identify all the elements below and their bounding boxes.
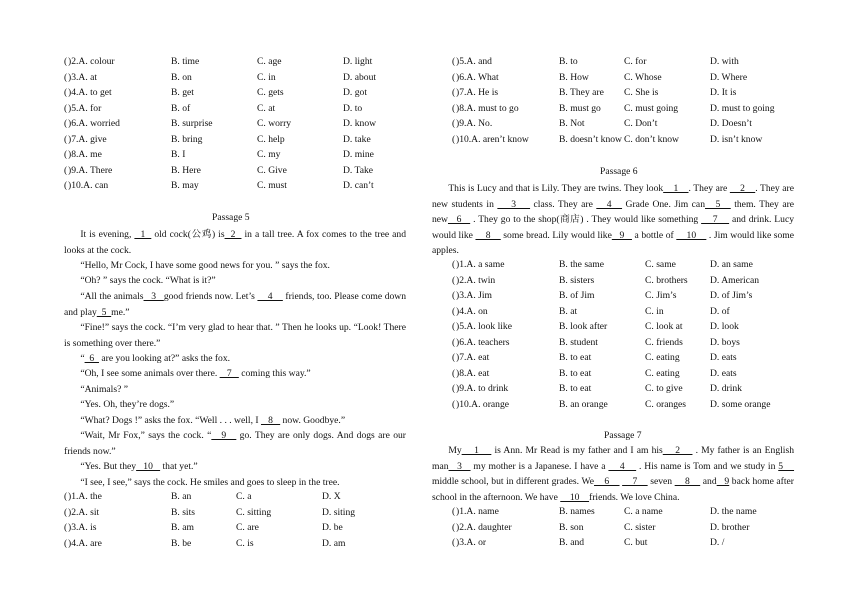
option-b: B. an orange (559, 398, 608, 410)
option-q: )9.A. No. (456, 118, 493, 129)
option-n: ( (452, 367, 456, 379)
option-c: C. but (624, 537, 648, 548)
option-c: C. sitting (236, 506, 272, 518)
option-c: C. Don’t (624, 118, 658, 129)
option-q: )8.A. me (68, 149, 102, 160)
option-c: C. Give (257, 164, 287, 176)
option-c: C. help (257, 133, 285, 145)
option-d: D. with (710, 56, 739, 67)
option-b: B. get (171, 87, 194, 98)
option-q: )7.A. eat (456, 352, 490, 363)
option-d: D. brother (710, 521, 750, 533)
passage5-line: “All the animals 3 good friends now. Let’s 4 friends, too. Please come down and play 5 me.” (64, 291, 407, 318)
option-row (452, 320, 832, 334)
option-b: B. be (171, 537, 192, 549)
option-row (452, 521, 832, 535)
passage6-text: This is Lucy and that is Lily. They are twins. They look 1 . They are 2 . They are new students in 3 class. They are 4 Grade One. Jim can 5 them. They are new 6 . They go to the shop(商店) . They would like something 7 and drink. Lucy would like 8 some bread. Lily would like 9 a bottle of 10 . Jim would like some apples. (432, 183, 795, 257)
option-q: )4.A. to get (68, 87, 112, 98)
option-n: ( (64, 118, 68, 129)
option-n: ( (64, 87, 68, 98)
option-q: )6.A. What (456, 71, 499, 83)
option-q: )4.A. are (68, 537, 102, 549)
option-d: D. Take (343, 164, 374, 176)
option-c: C. are (236, 522, 259, 533)
option-c: C. Whose (624, 71, 662, 83)
option-q: )1.A. name (456, 506, 499, 517)
option-b: B. of Jim (559, 290, 595, 301)
option-n: ( (452, 321, 456, 332)
option-row (64, 490, 444, 504)
option-row (452, 117, 832, 131)
option-b: B. on (171, 71, 192, 83)
option-row (64, 117, 444, 131)
option-c: C. to give (645, 383, 683, 394)
option-n: ( (452, 102, 456, 114)
option-q: )3.A. or (456, 537, 487, 548)
option-q: )2.A. daughter (456, 521, 512, 533)
option-d: D. isn’t know (710, 133, 763, 145)
option-d: D. It is (710, 87, 737, 98)
passage7-title: Passage 7 (604, 430, 642, 441)
option-d: D. mine (343, 149, 374, 160)
option-b: B. doesn’t know (559, 133, 622, 145)
option-row (64, 86, 444, 100)
option-row (452, 274, 832, 288)
option-d: D. of Jim’s (710, 290, 753, 301)
option-b: B. student (559, 336, 598, 348)
option-c: C. eating (645, 352, 680, 363)
option-n: ( (64, 164, 68, 176)
option-n: ( (452, 352, 456, 363)
option-b: B. surprise (171, 118, 213, 129)
option-c: C. brothers (645, 274, 688, 286)
passage5-title: Passage 5 (212, 212, 250, 223)
option-c: C. a name (624, 506, 663, 517)
option-q: )9.A. to drink (456, 383, 509, 394)
passage5-line: “ 6 are you looking at?” asks the fox. (80, 353, 231, 364)
option-q: )3.A. at (68, 71, 98, 83)
option-n: ( (452, 71, 456, 83)
option-row (452, 336, 832, 350)
option-b: B. to eat (559, 352, 592, 363)
option-b: B. the same (559, 259, 605, 270)
option-q: )2.A. sit (68, 506, 100, 518)
option-b: B. must go (559, 102, 601, 114)
option-n: ( (64, 506, 68, 518)
option-row (452, 102, 832, 116)
option-n: ( (64, 180, 68, 191)
option-b: B. I (171, 149, 186, 160)
option-d: D. / (710, 537, 725, 548)
option-row (64, 71, 444, 85)
option-n: ( (452, 133, 456, 145)
option-q: )2.A. twin (456, 274, 496, 286)
option-q: )10.A. orange (456, 398, 510, 410)
option-n: ( (64, 537, 68, 549)
option-row (452, 305, 832, 319)
option-q: )8.A. eat (456, 367, 490, 379)
option-d: D. to (343, 102, 363, 114)
option-n: ( (452, 290, 456, 301)
option-q: )1.A. the (68, 491, 102, 502)
option-d: D. am (322, 537, 346, 549)
option-c: C. in (645, 305, 664, 317)
option-row (452, 351, 832, 365)
option-d: D. an same (710, 259, 753, 270)
option-c: C. must (257, 180, 287, 191)
option-b: B. How (559, 71, 589, 83)
option-c: C. my (257, 149, 281, 160)
option-d: D. know (343, 118, 377, 129)
option-d: D. eats (710, 367, 737, 379)
option-d: D. boys (710, 336, 740, 348)
option-c: C. Jim’s (645, 290, 677, 301)
passage5-line: “Wait, Mr Fox,” says the cock. “ 9 go. They are only dogs. And dogs are our friends now.” (64, 430, 407, 457)
option-q: )10.A. can (68, 180, 109, 191)
passage5-line: “What? Dogs !” asks the fox. “Well . . . well, I 8 now. Goodbye.” (80, 415, 346, 426)
option-n: ( (64, 56, 68, 67)
option-n: ( (64, 102, 68, 114)
passage5-line: “Fine!” says the cock. “I’m very glad to hear that. ” Then he looks up. “Look! There is something over there.” (64, 322, 406, 349)
option-d: D. got (343, 87, 367, 98)
option-row (64, 506, 444, 520)
option-q: )7.A. He is (456, 87, 499, 98)
option-row (452, 398, 832, 412)
option-n: ( (452, 274, 456, 286)
option-row (452, 258, 832, 272)
option-n: ( (64, 491, 68, 502)
option-n: ( (452, 336, 456, 348)
passage7-text: My 1 is Ann. Mr Read is my father and I am his 2 . My father is an English man 3 my mother is a Japanese. I have a 4 . His name is Tom and we study in 5 middle school, but in different grades. We 6 7 seven 8 and 9 back home after school in the afternoon. We have 10 friends. We love China. (432, 445, 795, 503)
option-n: ( (452, 305, 456, 317)
option-c: C. sister (624, 521, 656, 533)
option-n: ( (64, 149, 68, 160)
passage5-line: “Hello, Mr Cock, I have some good news for you. ” says the fox. (80, 260, 330, 271)
option-row (64, 537, 444, 551)
option-row (64, 164, 444, 178)
option-d: D. American (710, 274, 760, 286)
option-q: )7.A. give (68, 133, 107, 145)
option-c: C. is (236, 537, 254, 549)
option-row (452, 536, 832, 550)
option-b: B. of (171, 102, 191, 114)
option-row (452, 505, 832, 519)
option-n: ( (452, 398, 456, 410)
option-c: C. worry (257, 118, 292, 129)
option-b: B. sits (171, 506, 195, 518)
option-c: C. She is (624, 87, 659, 98)
option-row (64, 55, 444, 69)
option-c: C. must going (624, 102, 679, 114)
option-n: ( (452, 383, 456, 394)
option-c: C. don’t know (624, 133, 679, 145)
option-c: C. friends (645, 336, 683, 348)
option-d: D. look (710, 321, 739, 332)
option-d: D. X (322, 491, 341, 502)
option-row (452, 382, 832, 396)
option-b: B. Not (559, 118, 585, 129)
option-d: D. Where (710, 71, 748, 83)
option-q: )2.A. colour (68, 56, 115, 67)
passage5-line: “Oh? ” says the cock. “What is it?” (80, 275, 216, 286)
option-b: B. to (559, 56, 578, 67)
option-n: ( (64, 522, 68, 533)
option-d: D. Doesn’t (710, 118, 752, 129)
option-d: D. the name (710, 506, 757, 517)
passage5-line: “Oh, I see some animals over there. 7 coming this way.” (80, 368, 311, 379)
option-q: )6.A. worried (68, 118, 120, 129)
option-n: ( (452, 87, 456, 98)
option-b: B. names (559, 506, 595, 517)
option-q: )10.A. aren’t know (456, 133, 529, 145)
option-b: B. son (559, 521, 584, 533)
passage5-line: “I see, I see,” says the cock. He smiles and goes to sleep in the tree. (80, 477, 340, 488)
option-c: C. for (624, 56, 647, 67)
option-row (452, 86, 832, 100)
option-b: B. time (171, 56, 200, 67)
option-c: C. look at (645, 321, 683, 332)
option-d: D. be (322, 522, 343, 533)
option-n: ( (452, 506, 456, 517)
option-d: D. can’t (343, 180, 374, 191)
passage6-title: Passage 6 (600, 166, 638, 177)
option-q: )9.A. There (68, 164, 113, 176)
option-row (452, 71, 832, 85)
option-q: )5.A. and (456, 56, 492, 67)
passage5-line: “Animals? ” (80, 384, 128, 395)
option-c: C. a (236, 491, 252, 502)
option-n: ( (64, 133, 68, 145)
option-b: B. may (171, 180, 199, 191)
option-q: )6.A. teachers (456, 336, 510, 348)
option-q: )8.A. must to go (456, 102, 519, 114)
option-row (64, 133, 444, 147)
option-row (452, 289, 832, 303)
option-n: ( (452, 118, 456, 129)
option-b: B. Here (171, 164, 201, 176)
option-b: B. bring (171, 133, 203, 145)
option-row (64, 179, 444, 193)
option-q: )5.A. for (68, 102, 102, 114)
option-b: B. look after (559, 321, 608, 332)
option-n: ( (64, 71, 68, 83)
option-n: ( (452, 537, 456, 548)
option-row (452, 55, 832, 69)
option-row (64, 102, 444, 116)
passage5-line: “Yes. But they 10 that yet.” (80, 461, 198, 472)
option-n: ( (452, 56, 456, 67)
option-q: )3.A. Jim (456, 290, 492, 301)
option-d: D. of (710, 305, 730, 317)
option-row (452, 367, 832, 381)
option-q: )1.A. a same (456, 259, 505, 270)
option-c: C. same (645, 259, 676, 270)
option-row (64, 521, 444, 535)
option-c: C. gets (257, 87, 284, 98)
option-b: B. sisters (559, 274, 595, 286)
option-row (452, 133, 832, 147)
option-b: B. They are (559, 87, 604, 98)
option-q: )5.A. look like (456, 321, 512, 332)
passage5-line: “Yes. Oh, they’re dogs.” (80, 399, 175, 410)
option-b: B. at (559, 305, 578, 317)
option-d: D. some orange (710, 398, 771, 410)
option-q: )3.A. is (68, 522, 97, 533)
option-d: D. must to going (710, 102, 775, 114)
option-c: C. in (257, 71, 276, 83)
option-d: D. about (343, 71, 377, 83)
option-d: D. drink (710, 383, 742, 394)
option-d: D. light (343, 56, 373, 67)
option-c: C. eating (645, 367, 680, 379)
option-b: B. an (171, 491, 192, 502)
option-d: D. siting (322, 506, 356, 518)
option-row (64, 148, 444, 162)
option-d: D. eats (710, 352, 737, 363)
option-b: B. am (171, 522, 194, 533)
option-c: C. age (257, 56, 282, 67)
option-n: ( (452, 259, 456, 270)
option-c: C. oranges (645, 398, 687, 410)
option-d: D. take (343, 133, 371, 145)
option-c: C. at (257, 102, 276, 114)
passage5-line: It is evening, 1 old cock(公鸡) is 2 in a tall tree. A fox comes to the tree and looks at the cock. (64, 229, 407, 256)
option-b: B. and (559, 537, 585, 548)
option-b: B. to eat (559, 367, 592, 379)
option-n: ( (452, 521, 456, 533)
option-b: B. to eat (559, 383, 592, 394)
option-q: )4.A. on (456, 305, 488, 317)
